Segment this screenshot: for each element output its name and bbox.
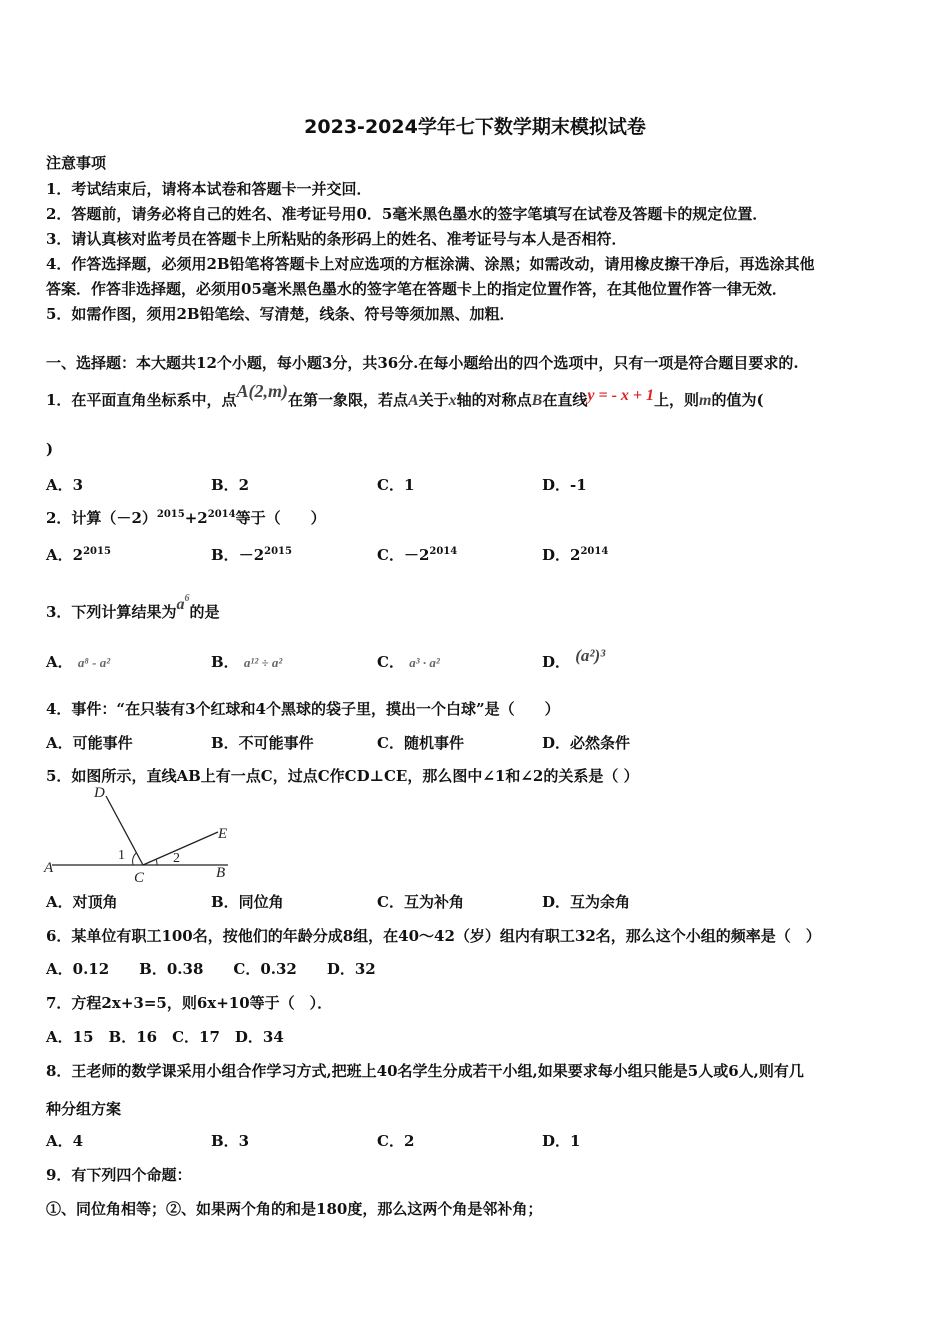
question-9-statements: ①、同位角相等；②、如果两个角的和是180度，那么这两个角是邻补角； xyxy=(46,1200,543,1218)
option-c[interactable]: C．随机事件 xyxy=(377,734,464,752)
option-c[interactable]: C．互为补角 xyxy=(377,893,464,911)
question-9: 9．有下列四个命题： xyxy=(46,1166,192,1184)
option-c[interactable]: C． a³ · a² xyxy=(377,653,440,671)
question-8: 8．王老师的数学课采用小组合作学习方式,把班上40名学生分成若干小组,如果要求每小组只能是5人或6人,则有几 xyxy=(46,1062,804,1080)
notice-line: 1．考试结束后，请将本试卷和答题卡一并交回． xyxy=(46,180,372,198)
option-a[interactable]: A． a⁸ - a² xyxy=(46,653,111,671)
option-b[interactable]: B．不可能事件 xyxy=(211,734,314,752)
label-a: A xyxy=(44,860,54,876)
section-heading: 一、选择题：本大题共12个小题，每小题3分，共36分.在每小题给出的四个选项中，只有一项是符合题目要求的. xyxy=(46,354,799,372)
option-d[interactable]: D．必然条件 xyxy=(542,734,631,752)
option-d[interactable]: D． (a²)³ xyxy=(542,646,606,671)
notice-line: 2．答题前，请务必将自己的姓名、准考证号用0．5毫米黑色墨水的签字笔填写在试卷及答题卡的规定位置． xyxy=(46,205,768,223)
option-a[interactable]: A．对顶角 xyxy=(46,893,118,911)
option-d[interactable]: D．1 xyxy=(542,1132,581,1150)
option-b[interactable]: B．$-2^{2015}$ xyxy=(211,546,292,564)
notice-line: 答案．作答非选择题，必须用05毫米黑色墨水的签字笔在答题卡上的指定位置作答，在其他位置作答一律无效． xyxy=(46,280,787,298)
option-d[interactable]: D．$2^{2014}$ xyxy=(542,546,609,564)
notice-line: 5．如需作图，须用2B铅笔绘、写清楚，线条、符号等须加黑、加粗． xyxy=(46,305,515,323)
geometry-figure xyxy=(40,782,240,887)
question-8-cont: 种分组方案 xyxy=(46,1100,122,1118)
option-d[interactable]: D．-1 xyxy=(542,476,587,494)
option-c[interactable]: C．1 xyxy=(377,476,415,494)
option-a[interactable]: A．3 xyxy=(46,476,84,494)
label-d: D xyxy=(94,785,105,801)
angle-arc-2 xyxy=(156,859,157,865)
option-d[interactable]: D．互为余角 xyxy=(542,893,631,911)
label-b: B xyxy=(216,865,226,881)
angle-arc-1 xyxy=(133,853,136,865)
option-a[interactable]: A．4 xyxy=(46,1132,84,1150)
option-a[interactable]: A．可能事件 xyxy=(46,734,133,752)
label-e: E xyxy=(218,826,228,842)
ray-ce xyxy=(143,832,218,865)
question-4: 4．事件：“在只装有3个红球和4个黑球的袋子里，摸出一个白球”是（ ） xyxy=(46,700,560,718)
page-title: 2023-2024学年七下数学期末模拟试卷 xyxy=(304,116,646,138)
question-2: 2．计算$(-2)^{2015}+2^{2014}$等于（ ） xyxy=(46,509,326,527)
question-1: 1．在平面直角坐标系中，点A(2,m)在第一象限，若点A关于x轴的对称点B在直线y = - x + 1上，则m的值为( xyxy=(46,381,764,409)
question-5: 5．如图所示，直线AB上有一点C，过点C作CD⊥CE，那么图中∠1和∠2的关系是（ ） xyxy=(46,767,639,785)
option-b[interactable]: B．2 xyxy=(211,476,250,494)
question-1-close: ) xyxy=(46,440,54,458)
option-b[interactable]: B． a¹² ÷ a² xyxy=(211,653,283,671)
line-equation: y = - x + 1 xyxy=(587,387,655,404)
option-a[interactable]: A．$2^{2015}$ xyxy=(46,546,111,564)
option-c[interactable]: C．$-2^{2014}$ xyxy=(377,546,458,564)
options-row[interactable]: A．0.12 B．0.38 C．0.32 D．32 xyxy=(46,960,376,978)
label-c: C xyxy=(134,870,145,886)
question-7: 7．方程2x+3=5，则6x+10等于（ ）． xyxy=(46,994,333,1012)
question-6: 6．某单位有职工100名，按他们的年龄分成8组，在40～42（岁）组内有职工32名，那么这个小组的频率是（ ） xyxy=(46,927,821,945)
notice-line: 3．请认真核对监考员在答题卡上所粘贴的条形码上的姓名、准考证号与本人是否相符． xyxy=(46,230,627,248)
notice-heading: 注意事项 xyxy=(46,154,107,172)
options-row[interactable]: A．15 B．16 C．17 D．34 xyxy=(46,1028,284,1046)
notice-line: 4．作答选择题，必须用2B铅笔将答题卡上对应选项的方框涂满、涂黑；如需改动，请用橡皮擦干净后，再选涂其他 xyxy=(46,255,815,273)
option-b[interactable]: B．3 xyxy=(211,1132,250,1150)
angle-label-1: 1 xyxy=(118,848,125,863)
option-c[interactable]: C．2 xyxy=(377,1132,415,1150)
option-b[interactable]: B．同位角 xyxy=(211,893,284,911)
angle-label-2: 2 xyxy=(173,851,180,866)
point-a-expr: A(2,m) xyxy=(236,381,288,401)
question-3: 3．下列计算结果为$a^6$的是 xyxy=(46,593,220,621)
